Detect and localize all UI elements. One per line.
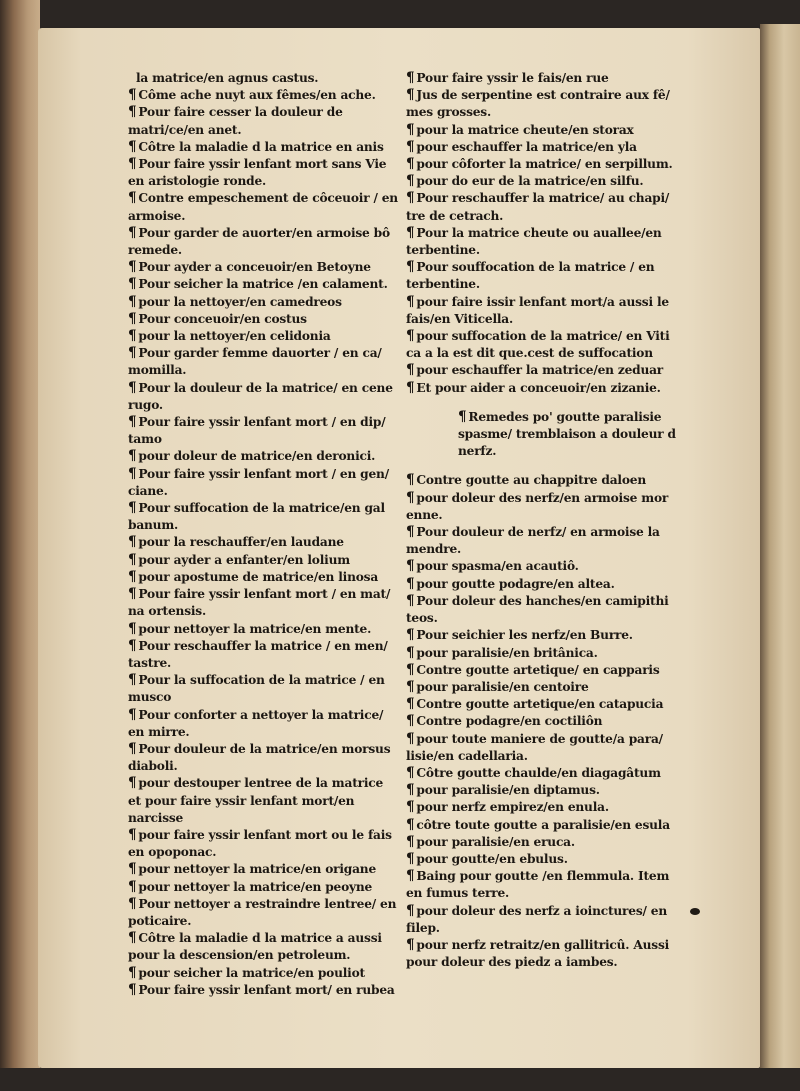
paragraph-mark-icon: ¶ — [128, 414, 137, 431]
text-entry — [128, 70, 398, 87]
entry-text: Jus de serpentine est contraire aux fê/ mes grosses. — [406, 88, 670, 120]
text-entry — [406, 834, 678, 851]
text-entry — [128, 104, 398, 138]
text-entry — [406, 679, 678, 696]
text-entry — [406, 627, 678, 644]
paragraph-mark-icon: ¶ — [128, 878, 137, 895]
entry-text: pour spasma/en acautiô. — [416, 559, 579, 574]
top-background — [0, 0, 800, 26]
paragraph-mark-icon: ¶ — [406, 524, 415, 541]
text-entry — [128, 311, 398, 328]
paragraph-mark-icon: ¶ — [128, 345, 137, 362]
text-entry — [128, 345, 398, 379]
paragraph-mark-icon: ¶ — [128, 87, 137, 104]
paragraph-mark-icon: ¶ — [128, 637, 137, 654]
paragraph-mark-icon: ¶ — [406, 190, 415, 207]
text-entry — [406, 765, 678, 782]
paragraph-mark-icon: ¶ — [406, 293, 415, 310]
entry-text: Pour seicher la matrice /en calament. — [138, 277, 388, 292]
paragraph-mark-icon: ¶ — [128, 706, 137, 723]
bottom-background — [0, 1068, 800, 1091]
paragraph-mark-icon: ¶ — [128, 534, 137, 551]
entry-text: Contre goutte artetique/en catapucia — [416, 697, 664, 712]
entry-text: pour paralisie/en centoire — [416, 679, 589, 694]
entry-text: pour la reschauffer/en laudane — [138, 535, 344, 550]
paragraph-mark-icon: ¶ — [406, 936, 415, 953]
text-entry — [406, 472, 678, 489]
entry-text: Pour faire yssir le fais/en rue — [416, 71, 609, 85]
text-entry — [128, 500, 398, 534]
text-entry — [406, 593, 678, 627]
entry-text: Pour faire cesser la douleur de matri/ce/en anet. — [128, 105, 343, 137]
paragraph-mark-icon: ¶ — [406, 661, 415, 678]
entry-text: pour côforter la matrice/ en serpillum. — [416, 157, 673, 172]
entry-text: pour doleur des nerfz/en armoise mor enne. — [406, 490, 669, 522]
entry-text: Pour seichier les nerfz/en Burre. — [416, 628, 633, 643]
paragraph-mark-icon: ¶ — [406, 833, 415, 850]
entry-text: Pour faire yssir lenfant mort sans Vie en aristologie ronde. — [128, 157, 387, 189]
paragraph-mark-icon: ¶ — [406, 259, 415, 276]
entry-text: Côme ache nuyt aux fêmes/en ache. — [138, 88, 376, 103]
paragraph-mark-icon: ¶ — [128, 740, 137, 757]
text-entry — [128, 87, 398, 104]
paragraph-mark-icon: ¶ — [458, 408, 467, 425]
entry-text: pour nettoyer la matrice/en peoyne — [138, 879, 373, 894]
text-entry — [128, 982, 398, 999]
entry-text: Baing pour goutte /en flemmula. Item en fumus terre. — [406, 869, 670, 901]
entry-text: pour paralisie/en britânica. — [416, 645, 598, 660]
paragraph-mark-icon: ¶ — [406, 489, 415, 506]
paragraph-mark-icon: ¶ — [128, 190, 137, 207]
paragraph-mark-icon: ¶ — [128, 276, 137, 293]
section-heading — [458, 409, 678, 461]
entry-text: pour la matrice cheute/en storax — [416, 122, 634, 137]
entry-text: Côtre goutte chaulde/en diagagâtum — [416, 765, 661, 780]
text-entry — [406, 490, 678, 524]
paragraph-mark-icon: ¶ — [128, 551, 137, 568]
text-entry — [128, 276, 398, 293]
text-entry — [406, 558, 678, 575]
text-entry — [128, 225, 398, 259]
paragraph-mark-icon: ¶ — [128, 293, 137, 310]
facing-page-edge — [760, 24, 800, 1074]
text-entry — [128, 414, 398, 448]
entry-text: pour do eur de la matrice/en silfu. — [416, 174, 644, 189]
paragraph-mark-icon: ¶ — [128, 310, 137, 327]
ink-blot — [690, 908, 700, 915]
text-entry — [406, 328, 678, 362]
text-entry — [406, 903, 678, 937]
entry-text: pour seicher la matrice/en pouliot — [138, 965, 365, 980]
paragraph-mark-icon: ¶ — [406, 764, 415, 781]
entry-text: pour goutte podagre/en altea. — [416, 576, 615, 591]
paragraph-mark-icon: ¶ — [406, 328, 415, 345]
text-entry — [406, 156, 678, 173]
text-entry — [128, 896, 398, 930]
paragraph-mark-icon: ¶ — [406, 592, 415, 609]
paragraph-mark-icon: ¶ — [128, 224, 137, 241]
paragraph-mark-icon: ¶ — [406, 627, 415, 644]
text-entry — [128, 827, 398, 861]
paragraph-mark-icon: ¶ — [128, 861, 137, 878]
paragraph-mark-icon: ¶ — [128, 826, 137, 843]
entry-text: pour apostume de matrice/en linosa — [138, 569, 379, 584]
entry-text: pour la nettoyer/en camedreos — [138, 294, 342, 309]
paragraph-mark-icon: ¶ — [406, 575, 415, 592]
paragraph-mark-icon: ¶ — [406, 224, 415, 241]
entry-text: Contre podagre/en coctiliôn — [416, 714, 603, 729]
entry-text: Pour garder femme dauorter / en ca/ momilla. — [128, 346, 382, 378]
paragraph-mark-icon: ¶ — [406, 713, 415, 730]
text-entry — [406, 713, 678, 730]
paragraph-mark-icon: ¶ — [406, 558, 415, 575]
paragraph-mark-icon: ¶ — [128, 379, 137, 396]
entry-text: Pour la douleur de la matrice/ en cene rugo. — [128, 380, 393, 412]
text-entry — [128, 156, 398, 190]
paragraph-mark-icon: ¶ — [406, 156, 415, 173]
entry-text: Contre empeschement de côceuoir / en armoise. — [128, 191, 398, 223]
entry-text: pour nettoyer la matrice/en mente. — [138, 621, 372, 636]
book-spine-edge — [0, 0, 40, 1091]
paragraph-mark-icon: ¶ — [128, 448, 137, 465]
text-entry — [406, 173, 678, 190]
text-entry — [128, 534, 398, 551]
entry-text: pour toute maniere de goutte/a para/ lisie/en cadellaria. — [406, 731, 663, 763]
right-text-column — [406, 70, 678, 971]
paragraph-mark-icon: ¶ — [128, 328, 137, 345]
text-entry — [128, 707, 398, 741]
paragraph-mark-icon: ¶ — [406, 868, 415, 885]
paragraph-mark-icon: ¶ — [406, 362, 415, 379]
text-entry — [128, 621, 398, 638]
text-entry — [128, 672, 398, 706]
paragraph-mark-icon: ¶ — [406, 799, 415, 816]
text-entry — [406, 294, 678, 328]
entry-text: Côtre la maladie d la matrice a aussi pour la descension/en petroleum. — [128, 931, 382, 963]
paragraph-mark-icon: ¶ — [406, 696, 415, 713]
paragraph-mark-icon: ¶ — [128, 465, 137, 482]
paragraph-mark-icon: ¶ — [406, 70, 415, 86]
entry-text: Pour conceuoir/en costus — [138, 311, 307, 326]
text-entry — [128, 775, 398, 827]
entry-text: Et pour aider a conceuoir/en zizanie. — [416, 380, 661, 395]
entry-text: Pour souffocation de la matrice / en terbentine. — [406, 260, 655, 292]
entry-text: pour eschauffer la matrice/en yla — [416, 139, 637, 154]
text-entry — [128, 586, 398, 620]
text-entry — [128, 965, 398, 982]
entry-text: pour paralisie/en diptamus. — [416, 783, 600, 798]
paragraph-mark-icon: ¶ — [128, 568, 137, 585]
text-entry — [406, 190, 678, 224]
paragraph-mark-icon: ¶ — [406, 121, 415, 138]
paragraph-mark-icon: ¶ — [128, 500, 137, 517]
text-entry — [406, 868, 678, 902]
entry-text: Pour reschauffer la matrice / en men/ tastre. — [128, 638, 388, 670]
paragraph-mark-icon: ¶ — [406, 902, 415, 919]
entry-text: Côtre la maladie d la matrice en anis — [138, 139, 384, 154]
text-entry — [406, 696, 678, 713]
text-entry — [406, 817, 678, 834]
text-entry — [128, 861, 398, 878]
entry-text: pour nerfz empirez/en enula. — [416, 800, 609, 815]
paragraph-mark-icon: ¶ — [406, 379, 415, 396]
text-entry — [406, 782, 678, 799]
text-entry — [128, 741, 398, 775]
entry-text: pour doleur des nerfz a ioinctures/ en filep. — [406, 903, 667, 935]
text-entry — [128, 139, 398, 156]
text-entry — [406, 524, 678, 558]
paragraph-mark-icon: ¶ — [128, 895, 137, 912]
section-heading-text: Remedes po' goutte paralisie spasme/ tremblaison a douleur d nerfz. — [458, 409, 676, 459]
text-entry — [406, 662, 678, 679]
entry-text: Contre goutte au chappitre daloen — [416, 473, 646, 488]
text-entry — [406, 225, 678, 259]
paragraph-mark-icon: ¶ — [406, 730, 415, 747]
text-entry — [128, 380, 398, 414]
entry-text: Pour reschauffer la matrice/ au chapi/ tre de cetrach. — [406, 191, 670, 223]
paragraph-mark-icon: ¶ — [406, 782, 415, 799]
text-entry — [128, 466, 398, 500]
paragraph-mark-icon: ¶ — [406, 850, 415, 867]
paragraph-mark-icon: ¶ — [128, 156, 137, 173]
entry-text: pour goutte/en ebulus. — [416, 851, 568, 866]
entry-text: pour la nettoyer/en celidonia — [138, 329, 331, 344]
entry-text: Pour la suffocation de la matrice / en musco — [128, 673, 385, 705]
paragraph-mark-icon: ¶ — [128, 138, 137, 155]
text-entry — [406, 799, 678, 816]
paragraph-mark-icon: ¶ — [128, 981, 137, 998]
text-entry — [406, 576, 678, 593]
entry-text: pour faire issir lenfant mort/a aussi le fais/en Viticella. — [406, 294, 669, 326]
text-entry — [128, 190, 398, 224]
text-entry — [406, 139, 678, 156]
entry-text: pour nerfz retraitz/en gallitricû. Aussi pour doleur des piedz a iambes. — [406, 937, 670, 970]
entry-text: pour doleur de matrice/en deronici. — [138, 449, 376, 464]
paragraph-mark-icon: ¶ — [128, 586, 137, 603]
text-entry — [406, 937, 678, 971]
text-entry — [128, 638, 398, 672]
text-entry — [128, 294, 398, 311]
entry-text: Pour nettoyer a restraindre lentree/ en poticaire. — [128, 896, 397, 928]
paragraph-mark-icon: ¶ — [128, 964, 137, 981]
entry-text: Pour la matrice cheute ou auallee/en terbentine. — [406, 225, 662, 258]
paragraph-mark-icon: ¶ — [128, 672, 137, 689]
text-entry — [128, 259, 398, 276]
paragraph-mark-icon: ¶ — [406, 472, 415, 489]
entry-text: Pour faire yssir lenfant mort/ en rubea — [138, 982, 395, 997]
paragraph-mark-icon: ¶ — [128, 620, 137, 637]
paragraph-mark-icon: ¶ — [406, 138, 415, 155]
entry-text: Contre goutte artetique/ en capparis — [416, 662, 660, 677]
entry-text: la matrice/en agnus castus. — [136, 71, 319, 85]
entry-text: Pour douleur de nerfz/ en armoise la mendre. — [406, 525, 660, 557]
entry-text: côtre toute goutte a paralisie/en esula — [416, 817, 670, 832]
paragraph-mark-icon: ¶ — [406, 816, 415, 833]
text-entry — [406, 259, 678, 293]
entry-text: pour nettoyer la matrice/en origane — [138, 862, 377, 877]
text-entry — [128, 552, 398, 569]
text-entry — [128, 569, 398, 586]
paragraph-mark-icon: ¶ — [128, 259, 137, 276]
text-entry — [406, 851, 678, 868]
entry-text: pour ayder a enfanter/en lolium — [138, 552, 350, 567]
entry-text: Pour faire yssir lenfant mort / en mat/ na ortensis. — [128, 587, 391, 619]
entry-text: pour paralisie/en eruca. — [416, 834, 575, 849]
text-entry — [128, 930, 398, 964]
text-entry — [406, 731, 678, 765]
entry-text: Pour faire yssir lenfant mort / en dip/ tamo — [128, 415, 386, 447]
paragraph-mark-icon: ¶ — [406, 644, 415, 661]
paragraph-mark-icon: ¶ — [406, 173, 415, 190]
entry-text: Pour faire yssir lenfant mort / en gen/ ciane. — [128, 466, 389, 498]
text-entry — [128, 328, 398, 345]
entry-text: pour eschauffer la matrice/en zeduar — [416, 363, 664, 378]
entry-text: Pour doleur des hanches/en camipithi teos. — [406, 593, 669, 626]
text-entry — [406, 122, 678, 139]
entry-text: pour destouper lentree de la matrice et pour faire yssir lenfant mort/en narcisse — [128, 776, 384, 825]
entry-text: Pour suffocation de la matrice/en gal banum. — [128, 501, 385, 533]
text-entry — [128, 448, 398, 465]
entry-text: Pour ayder a conceuoir/en Betoyne — [138, 260, 371, 275]
entry-text: Pour douleur de la matrice/en morsus diaboli. — [128, 741, 391, 774]
text-entry — [406, 70, 678, 87]
text-entry — [406, 380, 678, 397]
paragraph-mark-icon: ¶ — [128, 104, 137, 121]
paragraph-mark-icon: ¶ — [128, 930, 137, 947]
text-entry — [406, 87, 678, 121]
text-entry — [406, 362, 678, 379]
entry-text: Pour conforter a nettoyer la matrice/ en mirre. — [128, 707, 384, 739]
paragraph-mark-icon: ¶ — [128, 775, 137, 792]
paragraph-mark-icon: ¶ — [406, 678, 415, 695]
entry-text: pour suffocation de la matrice/ en Viti ca a la est dit que.cest de suffocation — [406, 329, 670, 361]
text-entry — [406, 645, 678, 662]
left-text-column — [128, 70, 398, 999]
paragraph-mark-icon: ¶ — [406, 87, 415, 104]
entry-text: Pour garder de auorter/en armoise bô remede. — [128, 225, 390, 258]
text-entry — [128, 879, 398, 896]
entry-text: pour faire yssir lenfant mort ou le fais en opoponac. — [128, 827, 392, 860]
